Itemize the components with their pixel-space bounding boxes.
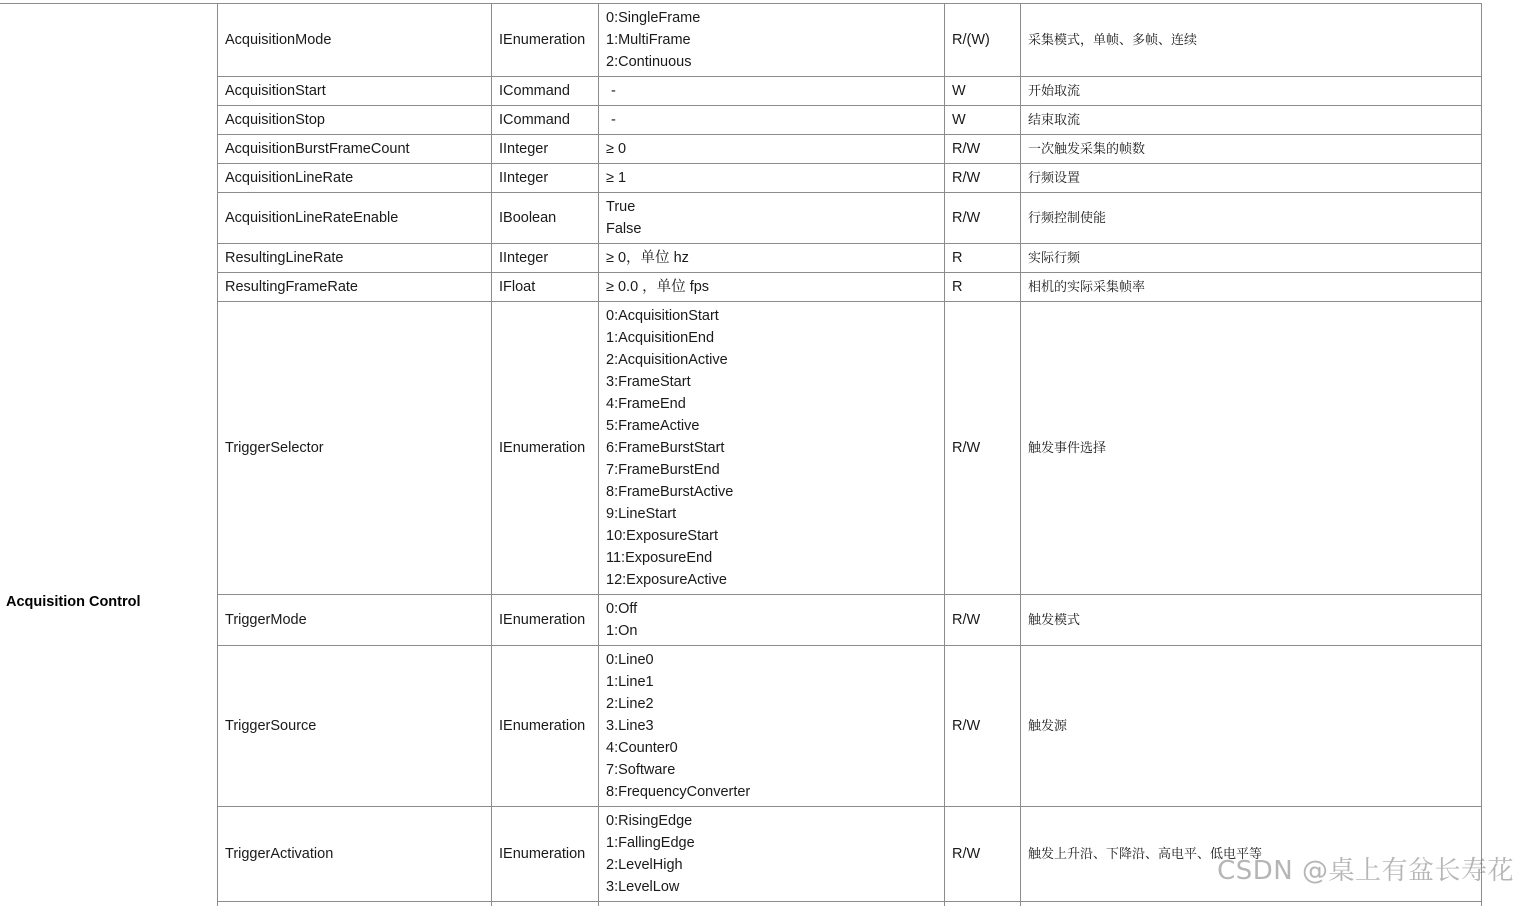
range-value: 1:AcquisitionEnd (606, 327, 944, 349)
range-value: 0:AcquisitionStart (606, 305, 944, 327)
parameter-access-cell: R/W (945, 646, 1021, 807)
range-value: 2:AcquisitionActive (606, 349, 944, 371)
parameter-range-cell (599, 807, 945, 902)
table-row (218, 646, 1482, 807)
parameter-range-cell (599, 302, 945, 595)
parameter-access-cell: R/(W) (945, 4, 1021, 77)
parameter-type-cell: IEnumeration (492, 595, 599, 646)
range-value: False (606, 218, 944, 240)
parameter-description-cell: 采集模式，单帧、多帧、连续 (1021, 4, 1482, 77)
parameter-name-cell: AcquisitionStart (218, 77, 492, 106)
table-row (218, 193, 1482, 244)
parameter-description-cell: 触发上升沿、下降沿、高电平、低电平等 (1021, 807, 1482, 902)
parameter-range-cell (599, 646, 945, 807)
parameter-type-cell: IInteger (492, 135, 599, 164)
table-row (218, 77, 1482, 106)
parameter-description-cell: 一次触发采集的帧数 (1021, 135, 1482, 164)
range-value: ≥ 1 (606, 167, 944, 189)
range-value: 1:MultiFrame (606, 29, 944, 51)
parameter-type-cell: IBoolean (492, 193, 599, 244)
empty-cell (492, 902, 599, 906)
table-row-partial (218, 902, 1482, 906)
parameter-name-cell: ResultingLineRate (218, 244, 492, 273)
parameter-name-cell: TriggerSource (218, 646, 492, 807)
parameter-description-cell: 行频控制使能 (1021, 193, 1482, 244)
parameter-table-body (218, 4, 1482, 906)
parameter-range-cell (599, 244, 945, 273)
range-value: 4:Counter0 (606, 737, 944, 759)
parameter-description-cell: 相机的实际采集帧率 (1021, 273, 1482, 302)
range-value: 2:Continuous (606, 51, 944, 73)
parameter-type-cell: IEnumeration (492, 302, 599, 595)
empty-cell (218, 902, 492, 906)
parameter-name-cell: AcquisitionLineRateEnable (218, 193, 492, 244)
range-value: 8:FrameBurstActive (606, 481, 944, 503)
parameter-type-cell: IEnumeration (492, 646, 599, 807)
parameter-range-cell (599, 595, 945, 646)
range-value: 0:Line0 (606, 649, 944, 671)
parameter-type-cell: IInteger (492, 244, 599, 273)
range-value: 3:FrameStart (606, 371, 944, 393)
range-value: - (611, 109, 944, 131)
parameter-access-cell: R/W (945, 193, 1021, 244)
range-value: 4:FrameEnd (606, 393, 944, 415)
parameter-type-cell: IInteger (492, 164, 599, 193)
parameter-description-cell: 开始取流 (1021, 77, 1482, 106)
range-value: 0:SingleFrame (606, 7, 944, 29)
table-row (218, 4, 1482, 77)
parameter-access-cell: R/W (945, 164, 1021, 193)
range-value: True (606, 196, 944, 218)
table-row (218, 164, 1482, 193)
empty-cell (1021, 902, 1482, 906)
parameter-name-cell: AcquisitionLineRate (218, 164, 492, 193)
parameter-access-cell: R (945, 273, 1021, 302)
range-value: 3.Line3 (606, 715, 944, 737)
table-row (218, 273, 1482, 302)
parameter-access-cell: W (945, 106, 1021, 135)
table-row (218, 595, 1482, 646)
range-value: ≥ 0，单位 hz (606, 247, 944, 269)
parameter-name-cell: TriggerActivation (218, 807, 492, 902)
parameter-name-cell: TriggerSelector (218, 302, 492, 595)
range-value: 7:Software (606, 759, 944, 781)
range-value: 1:Line1 (606, 671, 944, 693)
range-value: - (611, 80, 944, 102)
table-row (218, 244, 1482, 273)
parameter-description-cell: 实际行频 (1021, 244, 1482, 273)
parameter-range-cell (599, 193, 945, 244)
range-value: 0:RisingEdge (606, 810, 944, 832)
range-value: ≥ 0.0 ，单位 fps (606, 276, 944, 298)
range-value: 3:LevelLow (606, 876, 944, 898)
parameter-access-cell: W (945, 77, 1021, 106)
table-row (218, 106, 1482, 135)
range-value: 2:LevelHigh (606, 854, 944, 876)
parameter-description-cell: 触发源 (1021, 646, 1482, 807)
range-value: 11:ExposureEnd (606, 547, 944, 569)
range-value: 12:ExposureActive (606, 569, 944, 591)
parameter-description-cell: 触发模式 (1021, 595, 1482, 646)
parameter-name-cell: AcquisitionBurstFrameCount (218, 135, 492, 164)
group-label: Acquisition Control (6, 594, 141, 610)
range-value: ≥ 0 (606, 138, 944, 160)
range-value: 10:ExposureStart (606, 525, 944, 547)
parameter-table (217, 3, 1482, 906)
range-value: 0:Off (606, 598, 944, 620)
parameter-name-cell: AcquisitionMode (218, 4, 492, 77)
range-value: 2:Line2 (606, 693, 944, 715)
empty-cell (599, 902, 945, 906)
parameter-access-cell: R/W (945, 595, 1021, 646)
parameter-name-cell: TriggerMode (218, 595, 492, 646)
parameter-access-cell: R/W (945, 302, 1021, 595)
table-row (218, 135, 1482, 164)
range-value: 6:FrameBurstStart (606, 437, 944, 459)
parameter-range-cell (599, 77, 945, 106)
parameter-access-cell: R/W (945, 135, 1021, 164)
parameter-type-cell: ICommand (492, 106, 599, 135)
parameter-access-cell: R/W (945, 807, 1021, 902)
parameter-name-cell: AcquisitionStop (218, 106, 492, 135)
range-value: 1:FallingEdge (606, 832, 944, 854)
parameter-description-cell: 行频设置 (1021, 164, 1482, 193)
table-row (218, 302, 1482, 595)
range-value: 8:FrequencyConverter (606, 781, 944, 803)
parameter-description-cell: 结束取流 (1021, 106, 1482, 135)
parameter-range-cell (599, 135, 945, 164)
parameter-type-cell: IEnumeration (492, 4, 599, 77)
parameter-range-cell (599, 273, 945, 302)
range-value: 5:FrameActive (606, 415, 944, 437)
range-value: 1:On (606, 620, 944, 642)
parameter-type-cell: IEnumeration (492, 807, 599, 902)
parameter-range-cell (599, 106, 945, 135)
range-value: 7:FrameBurstEnd (606, 459, 944, 481)
parameter-type-cell: IFloat (492, 273, 599, 302)
watermark: CSDN @桌上有盆长寿花 (1217, 850, 1514, 887)
parameter-range-cell (599, 4, 945, 77)
parameter-access-cell: R (945, 244, 1021, 273)
top-rule (0, 3, 218, 4)
parameter-description-cell: 触发事件选择 (1021, 302, 1482, 595)
parameter-range-cell (599, 164, 945, 193)
parameter-name-cell: ResultingFrameRate (218, 273, 492, 302)
parameter-type-cell: ICommand (492, 77, 599, 106)
range-value: 9:LineStart (606, 503, 944, 525)
empty-cell (945, 902, 1021, 906)
